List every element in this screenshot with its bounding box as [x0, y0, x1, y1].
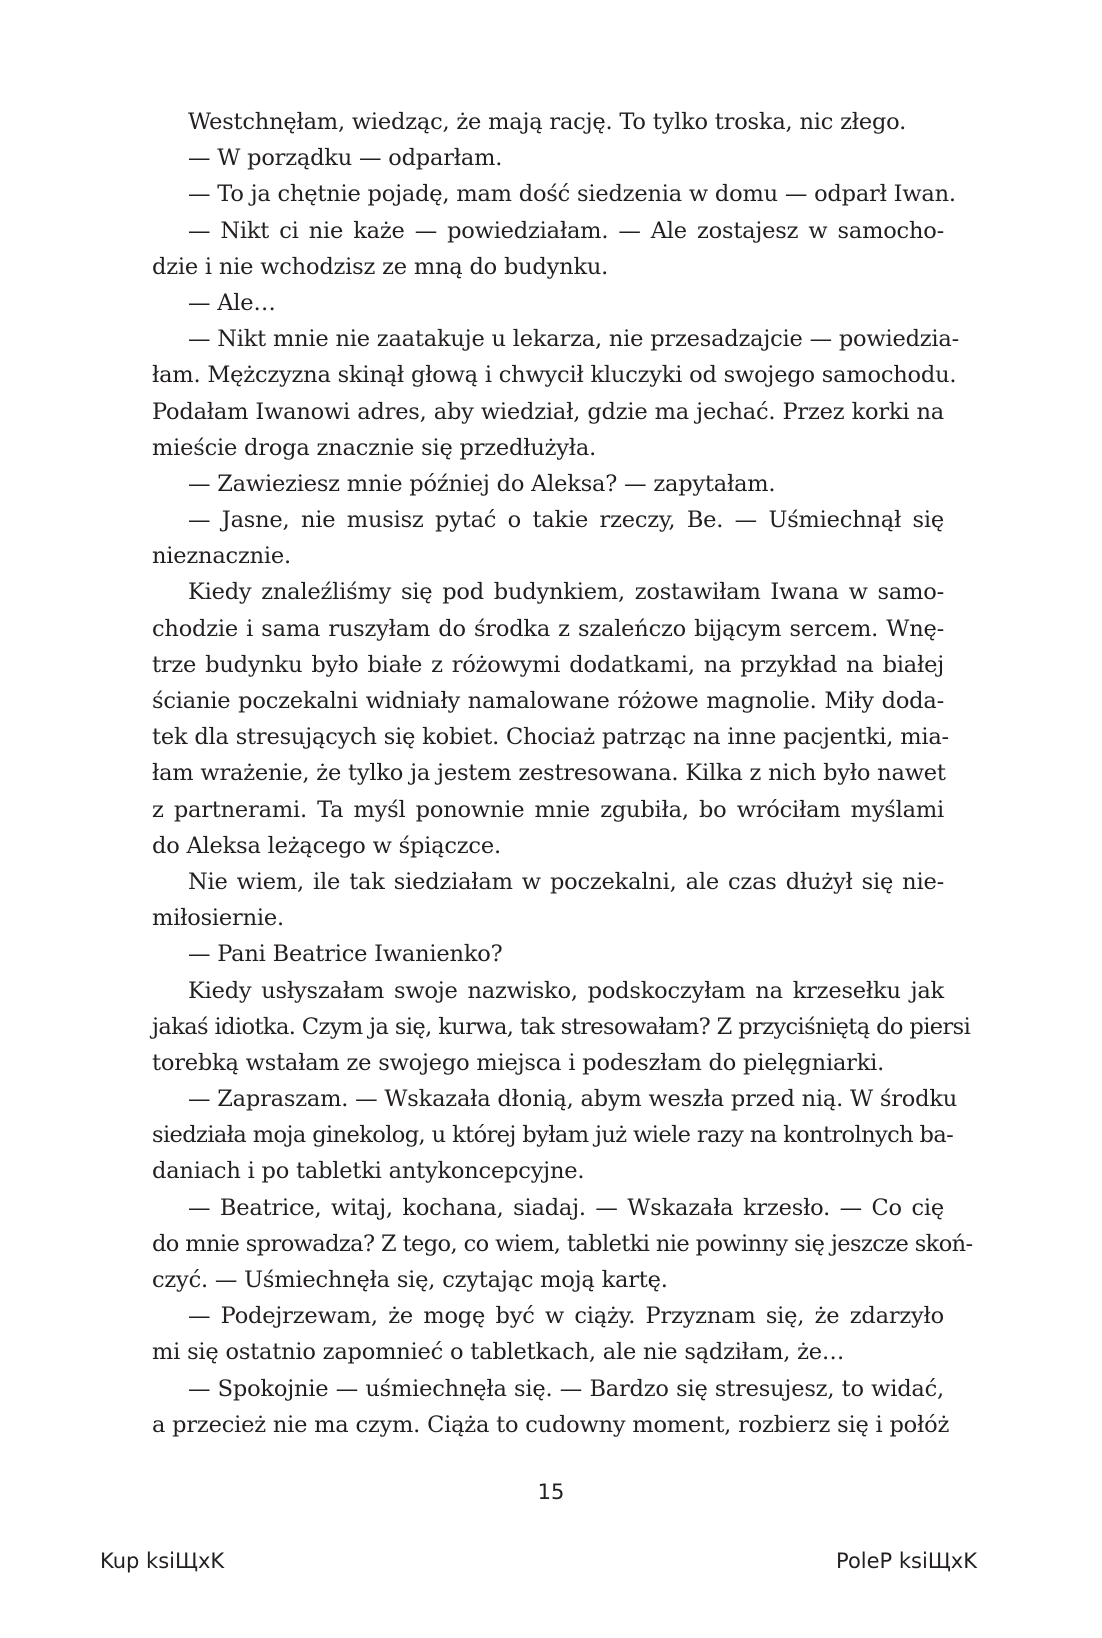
text-line: siedziała moja ginekolog, u której byłam już wiele razy na kontrolnych ba-: [152, 1122, 954, 1149]
text-line: Nie wiem, ile tak siedziałam w poczekalni, ale czas dłużył się nie-: [188, 868, 944, 895]
text-line: daniach i po tabletki antykoncepcyjne.: [152, 1158, 585, 1185]
text-line: chodzie i sama ruszyłam do środka z szaleńczo bijącym sercem. Wnę-: [152, 615, 944, 642]
text-line: miłosiernie.: [152, 905, 284, 932]
text-line: — Nikt ci nie każe — powiedziałam. — Ale zostajesz w samocho-: [188, 217, 944, 244]
body-text: [152, 104, 973, 1443]
text-line: Westchnęłam, wiedząc, że mają rację. To tylko troska, nic złego.: [188, 109, 907, 135]
text-line: jakaś idiotka. Czym ja się, kurwa, tak stresowałam? Z przyciśniętą do piersi: [152, 1013, 971, 1040]
text-line: mi się ostatnio zapomnieć o tabletkach, ale nie sądziłam, że…: [152, 1339, 845, 1366]
text-line: — Ale…: [188, 289, 276, 316]
text-line: do mnie sprowadza? Z tego, co wiem, tabletki nie powinny się jeszcze skoń-: [152, 1230, 973, 1257]
text-line: łam. Mężczyzna skinął głową i chwycił kluczyki od swojego samochodu.: [152, 362, 957, 389]
text-line: — Nikt mnie nie zaatakuje u lekarza, nie przesadzajcie — powiedzia-: [188, 326, 960, 353]
page-number: 15: [537, 1480, 565, 1504]
text-line: torebką wstałam ze swojego miejsca i podeszłam do pielęgniarki.: [152, 1049, 885, 1076]
text-line: — Beatrice, witaj, kochana, siadaj. — Wskazała krzesło. — Co cię: [188, 1194, 944, 1221]
text-line: — Jasne, nie musisz pytać o takie rzeczy, Be. — Uśmiechnął się: [188, 507, 944, 534]
text-line: nieznacznie.: [152, 543, 291, 570]
text-line: Kiedy znaleźliśmy się pod budynkiem, zostawiłam Iwana w samo-: [188, 579, 944, 606]
text-line: z partnerami. Ta myśl ponownie mnie zgubiła, bo wróciłam myślami: [152, 796, 944, 823]
footer-buy-link[interactable]: Kup ksiЩхK: [100, 1549, 225, 1573]
text-line: — Zawieziesz mnie później do Aleksa? — zapytałam.: [188, 470, 776, 497]
text-line: ścianie poczekalni widniały namalowane różowe magnolie. Miły doda-: [152, 688, 944, 714]
text-line: — Zapraszam. — Wskazała dłonią, abym weszła przed nią. W środku: [188, 1086, 958, 1113]
text-line: Kiedy usłyszałam swoje nazwisko, podskoczyłam na krzesełku jak: [188, 977, 944, 1004]
text-line: mieście droga znacznie się przedłużyła.: [152, 434, 597, 461]
text-line: — Pani Beatrice Iwanienko?: [188, 941, 503, 968]
text-line: — To ja chętnie pojadę, mam dość siedzenia w domu — odparł Iwan.: [188, 181, 956, 208]
text-line: trze budynku było białe z różowymi dodatkami, na przykład na białej: [152, 651, 944, 678]
text-line: Podałam Iwanowi adres, aby wiedział, gdzie ma jechać. Przez korki na: [152, 398, 944, 425]
text-line: — Podejrzewam, że mogę być w ciąży. Przyznam się, że zdarzyło: [188, 1303, 944, 1330]
text-line: czyć. — Uśmiechnęła się, czytając moją kartę.: [152, 1267, 668, 1293]
text-line: do Aleksa leżącego w śpiączce.: [152, 832, 501, 859]
text-line: — Spokojnie — uśmiechnęła się. — Bardzo się stresujesz, to widać,: [188, 1375, 944, 1402]
text-line: a przecież nie ma czym. Ciąża to cudowny moment, rozbierz się i połóż: [152, 1411, 950, 1438]
text-line: dzie i nie wchodzisz ze mną do budynku.: [152, 253, 609, 280]
text-line: — W porządku — odparłam.: [188, 145, 503, 172]
text-line: tek dla stresujących się kobiet. Chociaż patrząc na inne pacjentki, mia-: [152, 724, 949, 751]
text-line: łam wrażenie, że tylko ja jestem zestresowana. Kilka z nich było nawet: [152, 760, 946, 787]
footer-recommend-link[interactable]: PoleP ksiЩхK: [836, 1549, 977, 1573]
